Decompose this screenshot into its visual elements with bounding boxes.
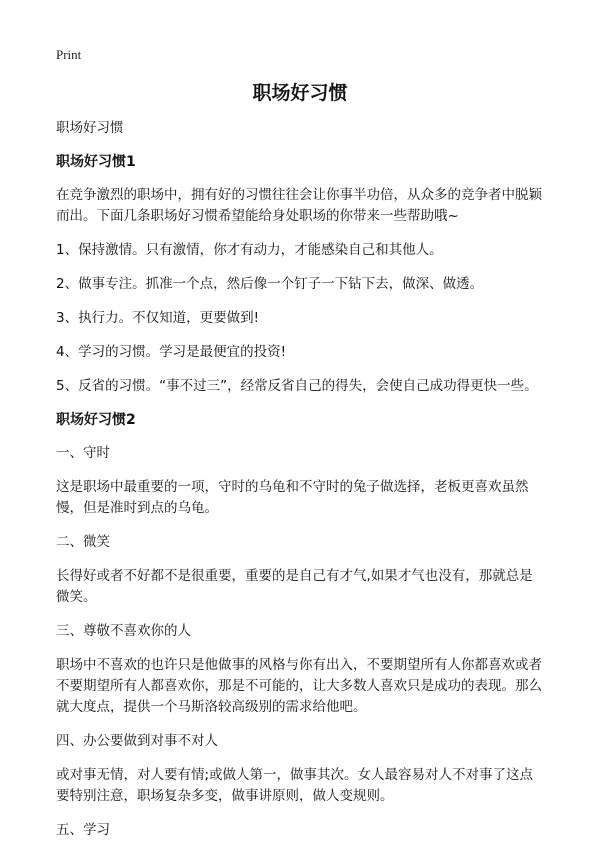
list-item: 1、保持激情。只有激情，你才有动力，才能感染自己和其他人。: [56, 242, 443, 258]
subsection-text: 这是职场中最重要的一项，守时的乌龟和不守时的兔子做选择，老板更喜欢虽然慢，但是准时到点的乌龟。: [56, 479, 529, 516]
print-link[interactable]: Print: [56, 47, 82, 62]
subsection-title: 三、尊敬不喜欢你的人: [56, 623, 191, 639]
subsection-title: 五、学习: [56, 822, 110, 838]
section-heading-1: 职场好习惯1: [56, 154, 136, 170]
subsection-text: 职场中不喜欢的也许只是他做事的风格与你有出入，不要期望所有人你都喜欢或者不要期望所有人都喜欢你，那是不可能的，让大多数人喜欢只是成功的表现。那么就大度点，提供一个马斯洛较高级别的需求给他吧。: [56, 657, 542, 715]
subsection-text: 或对事无情，对人要有情;或做人第一，做事其次。女人最容易对人不对事了这点要特别注意，职场复杂多变，做事讲原则，做人变规则。: [56, 767, 534, 804]
subsection-title: 二、微笑: [56, 534, 110, 550]
intro-text: 职场好习惯: [56, 120, 124, 136]
section1-paragraph: 在竞争激烈的职场中，拥有好的习惯往往会让你事半功倍，从众多的竞争者中脱颖而出。下面几条职场好习惯希望能给身处职场的你带来一些帮助哦~: [56, 187, 542, 224]
list-item: 5、反省的习惯。“事不过三”，经常反省自己的得失，会使自己成功得更快一些。: [56, 378, 538, 394]
list-item: 4、学习的习惯。学习是最便宜的投资!: [56, 344, 287, 360]
subsection-title: 一、守时: [56, 445, 110, 461]
section-heading-2: 职场好习惯2: [56, 412, 136, 428]
subsection-text: 长得好或者不好都不是很重要，重要的是自己有才气,如果才气也没有，那就总是微笑。: [56, 568, 533, 605]
list-item: 2、做事专注。抓准一个点，然后像一个钉子一下钻下去，做深、做透。: [56, 276, 484, 292]
list-item: 3、执行力。不仅知道，更要做到!: [56, 310, 260, 326]
document-body: [56, 118, 544, 854]
page-title: 职场好习惯: [252, 82, 348, 104]
subsection-title: 四、办公要做到对事不对人: [56, 733, 218, 749]
